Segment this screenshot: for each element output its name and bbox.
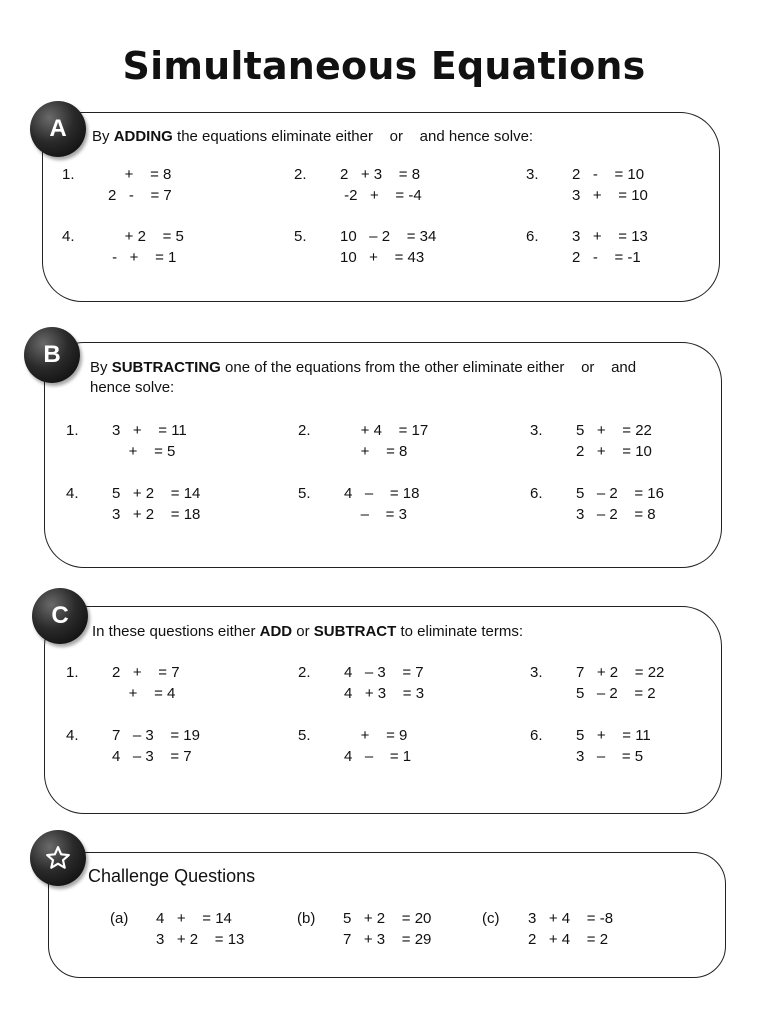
equation-1: + = 9 [344, 727, 408, 744]
challenge-badge [30, 830, 86, 886]
equation-2: 3 – 2 = 8 [576, 506, 656, 523]
challenge-heading: Challenge Questions [88, 866, 256, 886]
equation-1: 3 + 4 = -8 [528, 910, 614, 927]
equation-1: 3 + = 11 [112, 422, 187, 439]
equation-2: 5 – 2 = 2 [576, 685, 656, 702]
section-a-badge: A [30, 101, 86, 157]
equation-1: 5 + = 22 [576, 422, 652, 439]
equation-1: 2 - = 10 [572, 166, 645, 183]
equation-1: 7 + 2 = 22 [576, 664, 665, 681]
equation-2: -2 + = -4 [340, 187, 422, 204]
equation-1: 5 + = 11 [576, 727, 651, 744]
equation-1: 5 – 2 = 16 [576, 485, 664, 502]
equation-1: 4 – = 18 [344, 485, 420, 502]
equation-2: 7 + 3 = 29 [343, 931, 432, 948]
equation-2: 4 – = 1 [344, 748, 412, 765]
equation-1: 4 – 3 = 7 [344, 664, 424, 681]
equation-2: 4 + 3 = 3 [344, 685, 425, 702]
equation-2: 2 - = -1 [572, 249, 641, 266]
equation-1: 2 + = 7 [112, 664, 180, 681]
equation-2: 4 – 3 = 7 [112, 748, 192, 765]
equation-2: 3 + = 10 [572, 187, 648, 204]
section-b-badge: B [24, 327, 80, 383]
equation-1: 7 – 3 = 19 [112, 727, 200, 744]
equation-1: 10 – 2 = 34 [340, 228, 437, 245]
equation-2: 2 - = 7 [108, 187, 172, 204]
equation-2: 2 + 4 = 2 [528, 931, 609, 948]
equation-2: 3 – = 5 [576, 748, 644, 765]
section-c-instruction: In these questions either ADD or SUBTRACT to eliminate terms: [92, 623, 524, 640]
equation-2: – = 3 [344, 506, 407, 523]
equation-2: + = 4 [112, 685, 176, 702]
equation-2: 10 + = 43 [340, 249, 425, 266]
equation-1: + = 8 [108, 166, 172, 183]
equation-2: 2 + = 10 [576, 443, 652, 460]
section-a-instruction: By ADDING the equations eliminate either or and hence solve: [92, 128, 534, 145]
equation-1: 3 + = 13 [572, 228, 648, 245]
equation-1: 4 + = 14 [156, 910, 232, 927]
equation-2: + = 8 [344, 443, 408, 460]
equation-1: 2 + 3 = 8 [340, 166, 421, 183]
page-title: Simultaneous Equations [122, 44, 646, 88]
equation-1: + 2 = 5 [108, 228, 184, 245]
equation-2: 3 + 2 = 18 [112, 506, 201, 523]
equation-2: + = 5 [112, 443, 176, 460]
equation-1: 5 + 2 = 20 [343, 910, 432, 927]
equation-2: - + = 1 [108, 249, 177, 266]
equation-1: 5 + 2 = 14 [112, 485, 201, 502]
section-c-badge: C [32, 588, 88, 644]
section-b-instruction: By SUBTRACTING one of the equations from the other eliminate either or and hence solve: [90, 359, 637, 396]
equation-1: + 4 = 17 [344, 422, 429, 439]
star-icon [45, 845, 71, 871]
equation-2: 3 + 2 = 13 [156, 931, 245, 948]
